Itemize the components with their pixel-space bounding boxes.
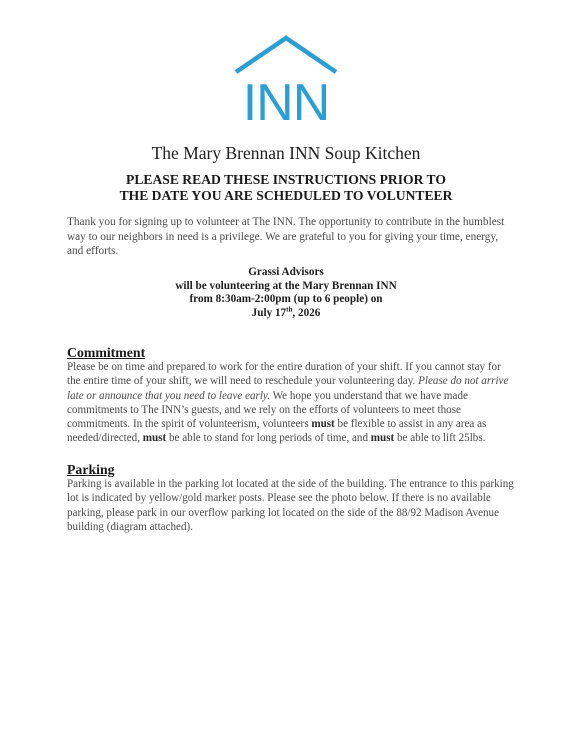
commitment-paragraph — [67, 360, 517, 446]
commitment-text-3: be flexible to assist in any area as needed/directed, — [67, 418, 487, 445]
logo-text: INN — [242, 74, 330, 124]
volunteer-time: from 8:30am-2:00pm (up to 6 people) on — [189, 293, 383, 306]
commitment-must-2: must — [142, 432, 167, 445]
commitment-must-3: must — [370, 432, 395, 445]
commitment-italic-note: Please do not arrive late or announce that you need to leave early. — [67, 375, 509, 402]
instructions-line-1: PLEASE READ THESE INSTRUCTIONS PRIOR TO — [126, 172, 446, 187]
parking-heading: Parking — [67, 462, 115, 477]
page-title: The Mary Brennan INN Soup Kitchen — [151, 143, 421, 163]
commitment-text-4: be able to stand for long periods of time, and — [166, 432, 371, 445]
parking-paragraph: Parking is available in the parking lot located at the side of the building. The entrance to this parking lot is indicated by yellow/gold marker posts. Please see the photo below. If there is no available parking, please park in our overflow parking lot located on the side of the 88/92 Madison Avenue building (diagram attached). — [67, 478, 514, 533]
commitment-text-5: be able to lift 25lbs. — [394, 432, 486, 445]
commitment-text-2: We hope you understand that we have made commitments to The INN’s guests, and we rely on the efforts of volunteers to meet those commitments. In the spirit of volunteerism, volunteers — [67, 389, 468, 431]
instructions-notice — [0, 172, 572, 204]
volunteer-date — [0, 307, 572, 321]
volunteer-location: will be volunteering at the Mary Brennan INN — [175, 279, 397, 292]
volunteer-details — [0, 266, 572, 320]
volunteer-date-year: , 2026 — [292, 306, 321, 319]
inn-logo — [232, 34, 340, 124]
volunteer-organization: Grassi Advisors — [248, 266, 324, 278]
commitment-must-1: must — [311, 418, 335, 431]
commitment-text-1: Please be on time and prepared to work for the entire duration of your shift. If you cannot stay for the entire time of your shift, we will need to reschedule your volunteering day. — [67, 361, 501, 388]
instructions-line-2: THE DATE YOU ARE SCHEDULED TO VOLUNTEER — [119, 188, 453, 203]
volunteer-date-suffix: th — [286, 305, 293, 314]
intro-paragraph: Thank you for signing up to volunteer at The INN. The opportunity to contribute in the humblest way to our neighbors in need is a privilege. We are grateful to you for giving your time, energy, and efforts. — [67, 216, 505, 258]
commitment-heading: Commitment — [67, 345, 146, 360]
volunteer-date-day: July 17 — [251, 306, 287, 319]
house-roof-icon — [232, 34, 340, 124]
